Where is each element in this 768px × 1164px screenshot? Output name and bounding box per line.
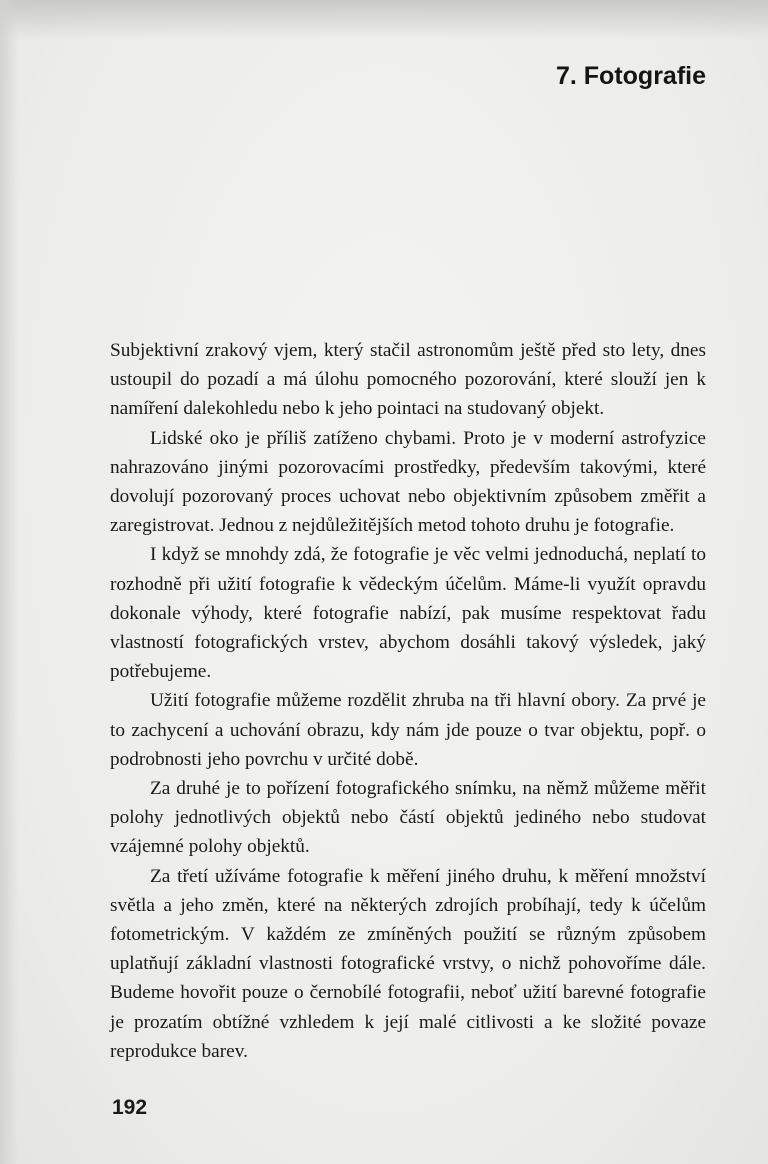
page-edge-shadow — [0, 0, 768, 40]
body-text — [110, 336, 706, 1066]
paragraph-4: Užití fotografie můžeme rozdělit zhruba na tři hlavní obory. Za prvé je to zachycení a uchování obrazu, kdy nám jde pouze o tvar objektu, popř. o podrobnosti jeho povrchu v určité době. — [110, 690, 706, 770]
paragraph-2: Lidské oko je příliš zatíženo chybami. Proto je v moderní astrofyzice nahrazováno jinými pozorovacími prostředky, především takovými, které dovolují pozorovaný proces uchovat nebo objektivním způsobem změřit a zaregistrovat. Jednou z nejdůležitějších metod tohoto druhu je fotografie. — [110, 427, 706, 537]
page-binding-shadow — [0, 0, 18, 1164]
paragraph-5: Za druhé je to pořízení fotografického snímku, na němž můžeme měřit polohy jednotlivých objektů nebo částí objektů jediného nebo studovat vzájemné polohy objektů. — [110, 778, 706, 858]
paragraph-6: Za třetí užíváme fotografie k měření jiného druhu, k měření množství světla a jeho změn, které na některých zdrojích probíhají, tedy k účelům fotometrickým. V každém ze zmíněných použití se různým způsobem uplatňují základní vlastnosti fotografické vrstvy, o nichž pohovoříme dále. Budeme hovořit pouze o černobílé fotografii, neboť užití barevné fotografie je prozatím obtížné vzhledem k její malé citlivosti a ke složité povaze reprodukce barev. — [110, 865, 706, 1062]
page-number: 192 — [112, 1096, 148, 1119]
chapter-title: 7. Fotografie — [555, 62, 706, 90]
paragraph-3: I když se mnohdy zdá, že fotografie je věc velmi jednoduchá, neplatí to rozhodně při užití fotografie k vědeckým účelům. Máme-li využít opravdu dokonale výhody, které fotografie nabízí, pak musíme respektovat řadu vlastností fotografických vrstev, abychom dosáhli takový výsledek, jaký potřebujeme. — [110, 544, 706, 683]
paragraph-1: Subjektivní zrakový vjem, který stačil astronomům ještě před sto lety, dnes ustoupil do pozadí a má úlohu pomocného pozorování, které slouží jen k namíření dalekohledu nebo k jeho pointaci na studovaný objekt. — [110, 340, 706, 420]
